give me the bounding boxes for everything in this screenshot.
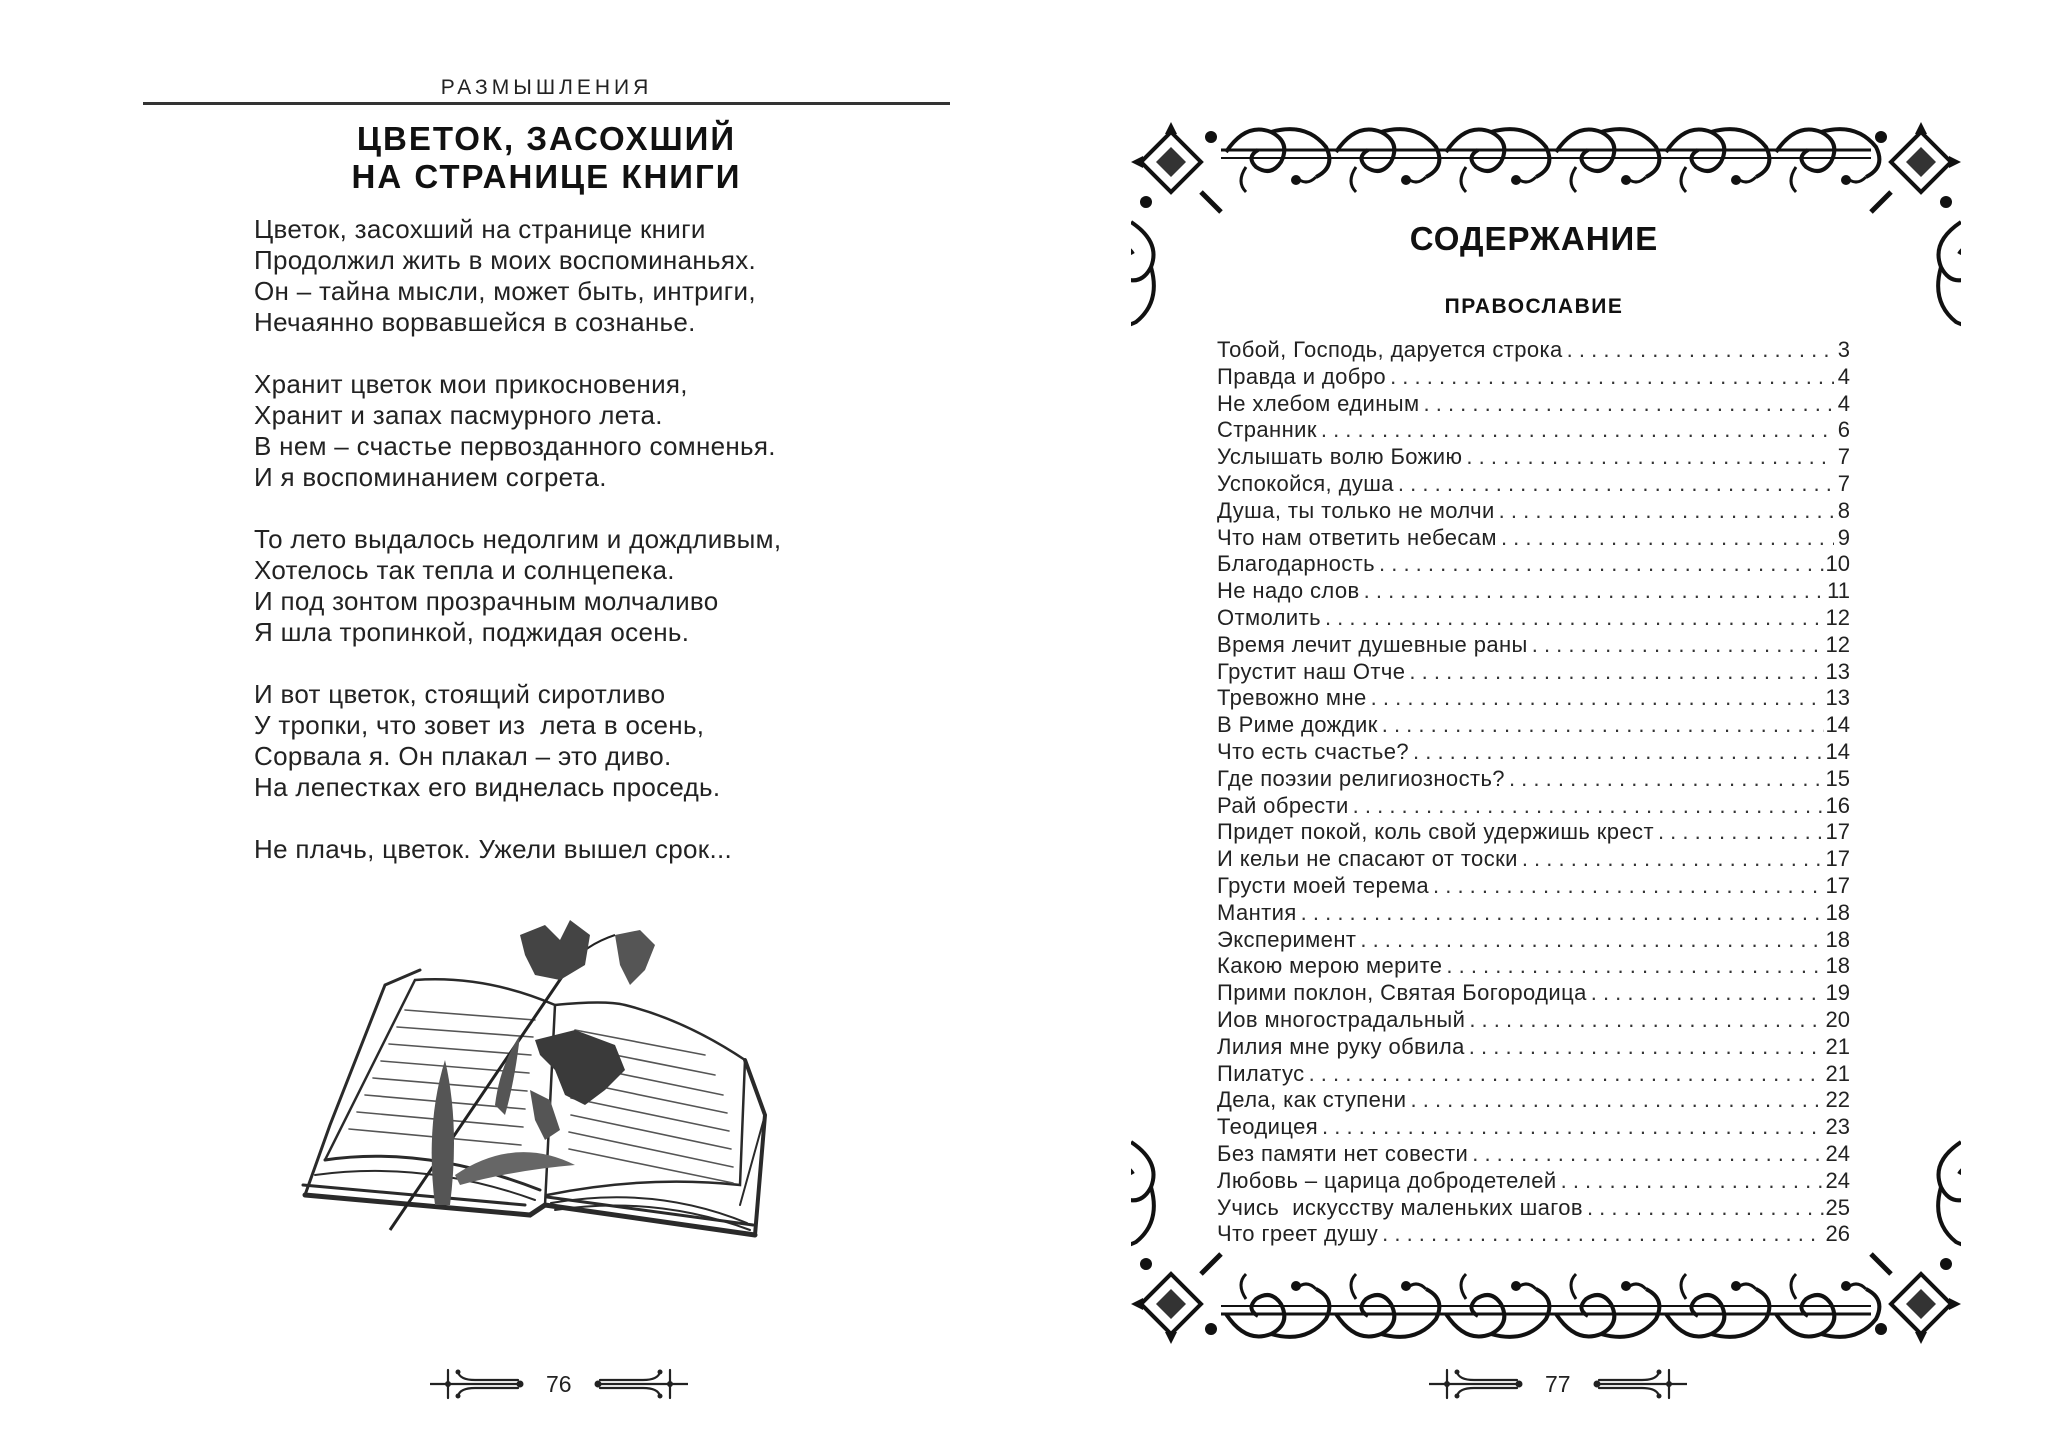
toc-entry-title: Пилатус: [1217, 1060, 1305, 1086]
folio-ornament-left-icon: [430, 1366, 530, 1402]
toc-entry-page: 18: [1825, 926, 1850, 952]
dot-leader: [1472, 1141, 1823, 1168]
toc-entry-page: 18: [1825, 953, 1850, 979]
poem-title-line-1: ЦВЕТОК, ЗАСОХШИЙ: [356, 120, 737, 157]
verse-line: Продолжил жить в моих воспоминаньях.: [254, 245, 757, 275]
toc-entry-page: 13: [1825, 658, 1850, 684]
verse-line: Сорвала я. Он плакал – это диво.: [254, 741, 672, 771]
running-head: РАЗМЫШЛЕНИЯ: [440, 76, 653, 99]
toc-entry-title: Тобой, Господь, даруется строка: [1217, 337, 1563, 362]
toc-entry-title: Тревожно мне: [1217, 685, 1367, 711]
page-number: 76: [546, 1370, 572, 1397]
toc-entry-title: Без памяти нет совести: [1217, 1140, 1469, 1166]
toc-entry-page: 17: [1825, 872, 1850, 898]
toc-entry[interactable]: [1217, 1141, 1850, 1168]
toc-entry[interactable]: [1217, 417, 1850, 444]
verse-line: То лето выдалось недолгим и дождливым,: [254, 524, 782, 554]
verse-line: Цветок, засохший на странице книги: [254, 214, 706, 244]
toc-entry-page: 13: [1825, 685, 1850, 711]
dot-leader: [1353, 793, 1824, 820]
dot-leader: [1364, 578, 1826, 605]
verse-line: Не плачь, цветок. Ужели вышел срок...: [254, 834, 733, 864]
toc-entry[interactable]: [1217, 337, 1850, 364]
toc-entry[interactable]: [1217, 900, 1850, 927]
verse-line: Хранит цветок мои прикосновения,: [254, 369, 688, 399]
stanza-4: [254, 679, 781, 803]
toc-entry-page: 14: [1825, 712, 1850, 738]
toc-entry[interactable]: [1217, 444, 1850, 471]
dot-leader: [1567, 337, 1834, 364]
toc-entry-title: Иов многострадальный: [1217, 1006, 1466, 1032]
dot-leader: [1591, 980, 1824, 1007]
dot-leader: [1379, 551, 1824, 578]
toc-entry-title: Теодицея: [1217, 1114, 1319, 1140]
toc-entry-page: 23: [1825, 1114, 1850, 1140]
toc-entry-title: Какою мерою мерите: [1217, 953, 1443, 979]
toc-entry-page: 3: [1837, 337, 1850, 362]
verse-line: Он – тайна мысли, может быть, интриги,: [254, 276, 756, 306]
toc-entry-title: Любовь – царица добродетелей: [1217, 1167, 1557, 1193]
toc-entry-title: Эксперимент: [1217, 926, 1357, 952]
toc-entry-title: Отмолить: [1217, 604, 1321, 630]
toc-entry[interactable]: [1217, 766, 1850, 793]
toc-entry[interactable]: [1217, 471, 1850, 498]
toc-entry[interactable]: [1217, 873, 1850, 900]
dot-leader: [1322, 1114, 1823, 1141]
toc-entry-page: 7: [1837, 470, 1850, 496]
verse-line: Нечаянно ворвавшейся в сознанье.: [254, 307, 696, 337]
folio-ornament-left-icon: [1429, 1366, 1529, 1402]
toc-entry[interactable]: [1217, 846, 1850, 873]
toc-entry[interactable]: [1217, 1195, 1850, 1222]
toc-entry-title: В Риме дождик: [1217, 712, 1378, 738]
toc-entry-title: Грусти моей терема: [1217, 872, 1429, 898]
toc-entry[interactable]: [1217, 1007, 1850, 1034]
toc-entry-title: Дела, как ступени: [1217, 1087, 1407, 1113]
stanza-1: [254, 214, 781, 338]
toc-entry[interactable]: [1217, 364, 1850, 391]
verse-line: И я воспоминанием согрета.: [254, 462, 607, 492]
dot-leader: [1466, 444, 1834, 471]
dot-leader: [1321, 417, 1834, 444]
dot-leader: [1501, 525, 1834, 552]
toc-entry-title: Где поэзии религиозность?: [1217, 765, 1505, 791]
toc-entry-title: Учись искусству маленьких шагов: [1217, 1194, 1583, 1220]
dot-leader: [1382, 1221, 1823, 1248]
dot-leader: [1532, 632, 1824, 659]
toc-entry-page: 11: [1827, 578, 1850, 604]
toc-entry-page: 16: [1825, 792, 1850, 818]
toc-section-heading: ПРАВОСЛАВИЕ: [1444, 295, 1624, 318]
dot-leader: [1658, 819, 1824, 846]
dot-leader: [1446, 953, 1823, 980]
toc-entry-page: 21: [1825, 1060, 1850, 1086]
toc-entry[interactable]: [1217, 632, 1850, 659]
toc-entry-page: 22: [1825, 1087, 1850, 1113]
verse-line: Хотелось так тепла и солнцепека.: [254, 555, 675, 585]
page-number: 77: [1545, 1370, 1571, 1397]
dot-leader: [1301, 900, 1824, 927]
toc-entry-page: 6: [1837, 417, 1850, 443]
toc-entry-title: Что нам ответить небесам: [1217, 524, 1497, 550]
dot-leader: [1587, 1195, 1824, 1222]
toc-entry[interactable]: [1217, 739, 1850, 766]
toc-entry-page: 4: [1837, 363, 1850, 389]
toc-entry-title: Лилия мне руку обвила: [1217, 1033, 1465, 1059]
toc-entry[interactable]: [1217, 1168, 1850, 1195]
dot-leader: [1424, 391, 1835, 418]
toc-entry[interactable]: [1217, 391, 1850, 418]
toc-entry[interactable]: [1217, 685, 1850, 712]
dot-leader: [1409, 659, 1823, 686]
toc-entry-page: 17: [1825, 846, 1850, 872]
dot-leader: [1413, 739, 1824, 766]
stanza-3: [254, 524, 781, 648]
toc-entry[interactable]: [1217, 927, 1850, 954]
dot-leader: [1360, 927, 1823, 954]
toc-entry-title: Придет покой, коль свой удержишь крест: [1217, 819, 1654, 845]
dot-leader: [1325, 605, 1824, 632]
toc-entry[interactable]: [1217, 659, 1850, 686]
open-book-flower-illustration: [285, 905, 775, 1245]
dot-leader: [1509, 766, 1824, 793]
toc-entry-title: Правда и добро: [1217, 363, 1387, 389]
toc-entry-page: 9: [1837, 524, 1850, 550]
poem-title-line-2: НА СТРАНИЦЕ КНИГИ: [351, 158, 742, 195]
toc-entry-page: 7: [1837, 444, 1850, 470]
verse-line: В нем – счастье первозданного сомненья.: [254, 431, 776, 461]
dot-leader: [1469, 1007, 1823, 1034]
toc-entry[interactable]: [1217, 578, 1850, 605]
toc-entry[interactable]: [1217, 1087, 1850, 1114]
dot-leader: [1382, 712, 1824, 739]
toc-entry-title: Душа, ты только не молчи: [1217, 497, 1495, 523]
dot-leader: [1433, 873, 1824, 900]
toc-entry[interactable]: [1217, 1221, 1850, 1248]
toc-entry[interactable]: [1217, 1034, 1850, 1061]
dot-leader: [1469, 1034, 1824, 1061]
toc-entry-title: Время лечит душевные раны: [1217, 631, 1528, 657]
verse-line: Я шла тропинкой, поджидая осень.: [254, 617, 690, 647]
poem-body: [254, 214, 781, 896]
header-rule: [143, 102, 950, 105]
toc-entry[interactable]: [1217, 819, 1850, 846]
toc-entry-page: 10: [1825, 551, 1850, 577]
toc-entry-page: 14: [1825, 738, 1850, 764]
verse-line: У тропки, что зовет из лета в осень,: [254, 710, 705, 740]
stanza-5: [254, 834, 781, 865]
toc-entry[interactable]: [1217, 551, 1850, 578]
dot-leader: [1499, 498, 1834, 525]
folio-ornament-right-icon: [1587, 1366, 1687, 1402]
right-page: [1029, 0, 2058, 1454]
toc-entry-title: Прими поклон, Святая Богородица: [1217, 980, 1587, 1006]
toc-entry-title: Не хлебом единым: [1217, 390, 1420, 416]
page-footer: [430, 1366, 688, 1402]
toc-entry-title: Благодарность: [1217, 551, 1375, 577]
toc-entry-title: Что греет душу: [1217, 1221, 1379, 1247]
toc-entry-title: Рай обрести: [1217, 792, 1349, 818]
toc-entry-page: 24: [1825, 1167, 1850, 1193]
toc-entry-title: Что есть счастье?: [1217, 738, 1409, 764]
toc-entry-page: 20: [1825, 1006, 1850, 1032]
verse-line: И под зонтом прозрачным молчаливо: [254, 586, 719, 616]
dot-leader: [1522, 846, 1824, 873]
poem-title: [143, 120, 950, 196]
toc-entry-page: 12: [1825, 604, 1850, 630]
toc-entry-page: 4: [1837, 390, 1850, 416]
verse-line: И вот цветок, стоящий сиротливо: [254, 679, 666, 709]
toc-entry-page: 17: [1825, 819, 1850, 845]
toc-entry-page: 21: [1825, 1033, 1850, 1059]
dot-leader: [1371, 685, 1824, 712]
verse-line: Хранит и запах пасмурного лета.: [254, 400, 663, 430]
toc-entry[interactable]: [1217, 605, 1850, 632]
toc-entry-title: Мантия: [1217, 899, 1297, 925]
stanza-2: [254, 369, 781, 493]
toc-entry-page: 18: [1825, 899, 1850, 925]
dot-leader: [1411, 1087, 1824, 1114]
toc-entry[interactable]: [1217, 1114, 1850, 1141]
toc-entry[interactable]: [1217, 498, 1850, 525]
toc-entry-title: Успокойся, душа: [1217, 470, 1394, 496]
toc-entry-title: И кельи не спасают от тоски: [1217, 846, 1518, 872]
dot-leader: [1390, 364, 1834, 391]
dot-leader: [1398, 471, 1834, 498]
toc-entry[interactable]: [1217, 793, 1850, 820]
dot-leader: [1561, 1168, 1824, 1195]
toc-entry-title: Странник: [1217, 417, 1317, 443]
toc-entry-page: 26: [1825, 1221, 1850, 1247]
toc-title: СОДЕРЖАНИЕ: [1409, 220, 1659, 257]
toc-entry-page: 8: [1837, 497, 1850, 523]
toc-entry-page: 19: [1825, 980, 1850, 1006]
table-of-contents: [1217, 337, 1850, 1248]
toc-entry[interactable]: [1217, 980, 1850, 1007]
toc-entry[interactable]: [1217, 525, 1850, 552]
toc-entry-page: 15: [1825, 765, 1850, 791]
toc-entry-title: Услышать волю Божию: [1217, 444, 1463, 470]
toc-entry[interactable]: [1217, 953, 1850, 980]
page-footer: [1429, 1366, 1687, 1402]
toc-entry-title: Грустит наш Отче: [1217, 658, 1406, 684]
verse-line: На лепестках его виднелась проседь.: [254, 772, 721, 802]
toc-entry-title: Не надо слов: [1217, 578, 1360, 604]
toc-entry[interactable]: [1217, 712, 1850, 739]
toc-entry-page: 24: [1825, 1140, 1850, 1166]
dot-leader: [1309, 1061, 1824, 1088]
folio-ornament-right-icon: [588, 1366, 688, 1402]
toc-entry-page: 12: [1825, 631, 1850, 657]
toc-entry[interactable]: [1217, 1061, 1850, 1088]
toc-entry-page: 25: [1825, 1194, 1850, 1220]
